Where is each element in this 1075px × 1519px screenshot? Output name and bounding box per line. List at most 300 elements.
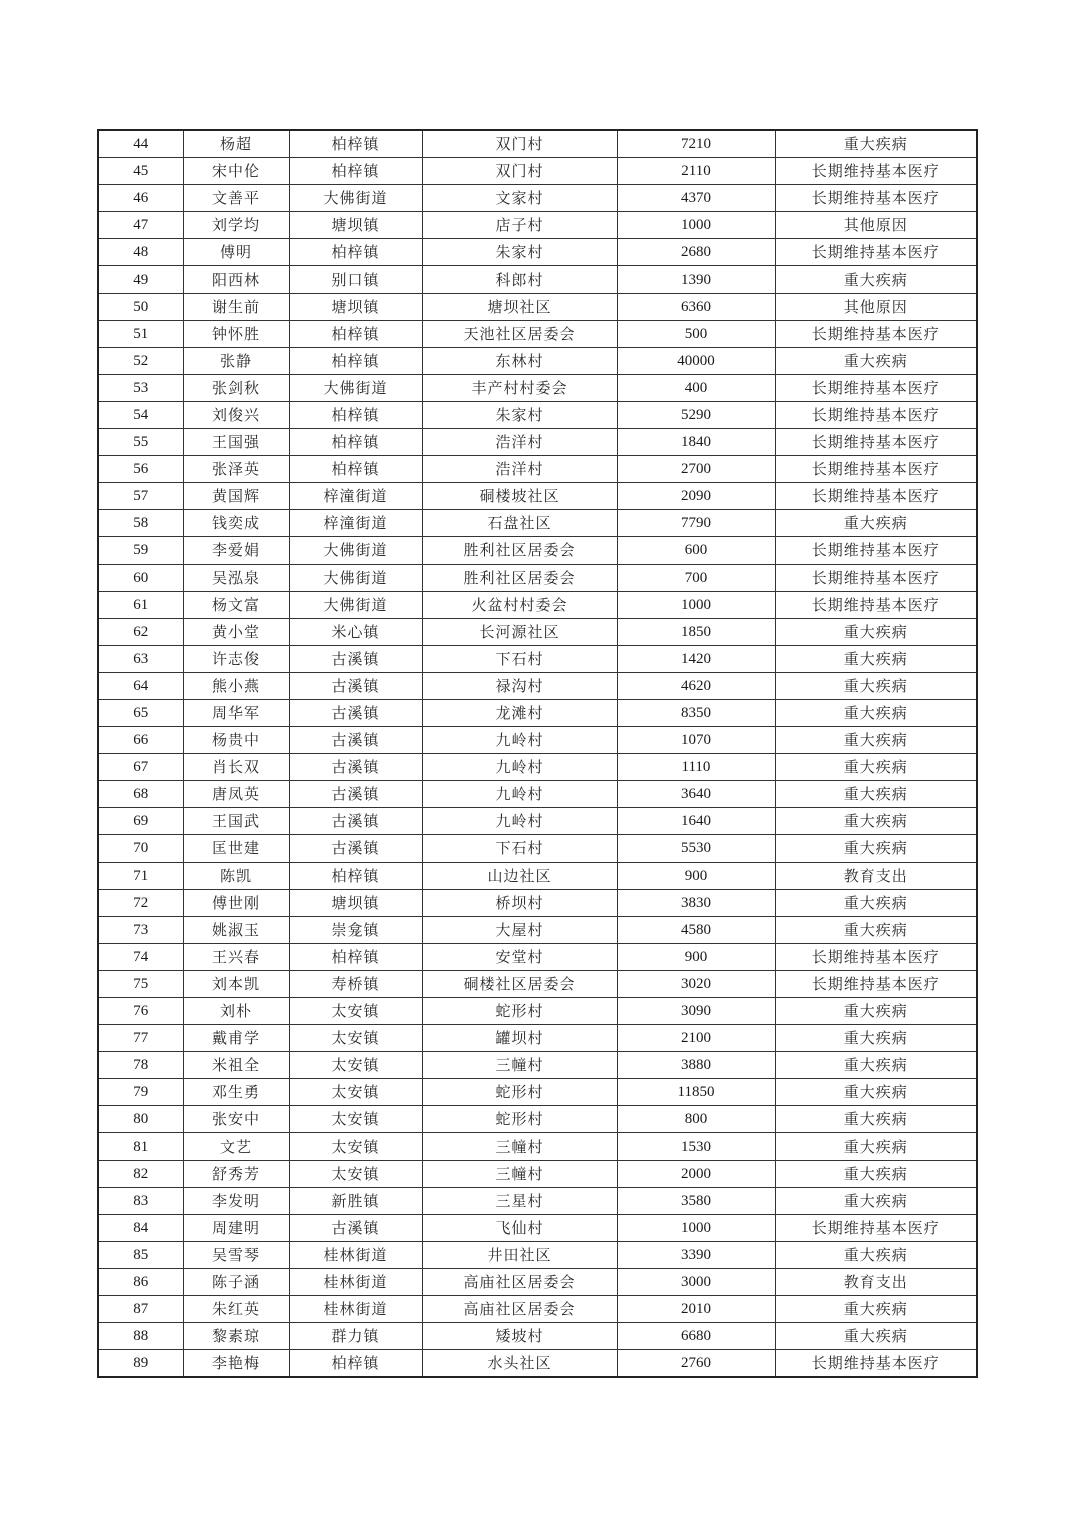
town-name: 太安镇: [289, 1133, 422, 1160]
village-name: 朱家村: [422, 401, 617, 428]
person-name: 黄国辉: [183, 483, 289, 510]
table-row: [98, 564, 977, 591]
aid-amount: 1000: [617, 1214, 775, 1241]
aid-amount: 5530: [617, 835, 775, 862]
table-row: [98, 429, 977, 456]
person-name: 舒秀芳: [183, 1160, 289, 1187]
table-row: [98, 862, 977, 889]
aid-reason: 长期维持基本医疗: [775, 239, 977, 266]
row-number: 63: [98, 645, 183, 672]
row-number: 65: [98, 699, 183, 726]
village-name: 天池社区居委会: [422, 320, 617, 347]
row-number: 70: [98, 835, 183, 862]
town-name: 古溪镇: [289, 699, 422, 726]
table-row: [98, 889, 977, 916]
town-name: 桂林街道: [289, 1241, 422, 1268]
town-name: 梓潼街道: [289, 483, 422, 510]
person-name: 王兴春: [183, 943, 289, 970]
table-row: [98, 347, 977, 374]
village-name: 朱家村: [422, 239, 617, 266]
aid-amount: 6360: [617, 293, 775, 320]
person-name: 张泽英: [183, 456, 289, 483]
row-number: 73: [98, 916, 183, 943]
table-row: [98, 1214, 977, 1241]
table-row: [98, 374, 977, 401]
aid-amount: 8350: [617, 699, 775, 726]
table-row: [98, 266, 977, 293]
town-name: 大佛街道: [289, 564, 422, 591]
person-name: 杨贵中: [183, 727, 289, 754]
village-name: 井田社区: [422, 1241, 617, 1268]
aid-reason: 重大疾病: [775, 1079, 977, 1106]
aid-reason: 长期维持基本医疗: [775, 374, 977, 401]
table-row: [98, 1241, 977, 1268]
row-number: 83: [98, 1187, 183, 1214]
table-row: [98, 1323, 977, 1350]
person-name: 黎素琼: [183, 1323, 289, 1350]
aid-amount: 1000: [617, 591, 775, 618]
table-row: [98, 130, 977, 158]
village-name: 九岭村: [422, 781, 617, 808]
town-name: 柏梓镇: [289, 1350, 422, 1378]
aid-reason: 重大疾病: [775, 835, 977, 862]
table-row: [98, 1296, 977, 1323]
town-name: 塘坝镇: [289, 293, 422, 320]
row-number: 57: [98, 483, 183, 510]
table-row: [98, 781, 977, 808]
row-number: 87: [98, 1296, 183, 1323]
person-name: 谢生前: [183, 293, 289, 320]
row-number: 80: [98, 1106, 183, 1133]
table-row: [98, 727, 977, 754]
row-number: 67: [98, 754, 183, 781]
aid-reason: 其他原因: [775, 293, 977, 320]
village-name: 禄沟村: [422, 672, 617, 699]
town-name: 塘坝镇: [289, 212, 422, 239]
aid-amount: 1840: [617, 429, 775, 456]
aid-reason: 重大疾病: [775, 347, 977, 374]
aid-amount: 3390: [617, 1241, 775, 1268]
town-name: 大佛街道: [289, 591, 422, 618]
table-row: [98, 483, 977, 510]
village-name: 飞仙村: [422, 1214, 617, 1241]
aid-reason: 重大疾病: [775, 1323, 977, 1350]
table-row: [98, 754, 977, 781]
aid-reason: 重大疾病: [775, 266, 977, 293]
village-name: 东林村: [422, 347, 617, 374]
town-name: 古溪镇: [289, 781, 422, 808]
row-number: 72: [98, 889, 183, 916]
town-name: 群力镇: [289, 1323, 422, 1350]
row-number: 56: [98, 456, 183, 483]
row-number: 74: [98, 943, 183, 970]
person-name: 周华军: [183, 699, 289, 726]
town-name: 太安镇: [289, 1160, 422, 1187]
aid-reason: 长期维持基本医疗: [775, 320, 977, 347]
aid-amount: 6680: [617, 1323, 775, 1350]
table-row: [98, 1268, 977, 1295]
person-name: 宋中伦: [183, 158, 289, 185]
row-number: 62: [98, 618, 183, 645]
village-name: 丰产村村委会: [422, 374, 617, 401]
table-row: [98, 1187, 977, 1214]
village-name: 双门村: [422, 158, 617, 185]
aid-reason: 重大疾病: [775, 1187, 977, 1214]
aid-amount: 4370: [617, 185, 775, 212]
table-row: [98, 510, 977, 537]
aid-amount: 1530: [617, 1133, 775, 1160]
person-name: 唐凤英: [183, 781, 289, 808]
village-name: 三星村: [422, 1187, 617, 1214]
row-number: 85: [98, 1241, 183, 1268]
aid-amount: 2110: [617, 158, 775, 185]
aid-reason: 重大疾病: [775, 1160, 977, 1187]
town-name: 柏梓镇: [289, 429, 422, 456]
aid-amount: 3830: [617, 889, 775, 916]
table-row: [98, 239, 977, 266]
town-name: 柏梓镇: [289, 456, 422, 483]
village-name: 龙滩村: [422, 699, 617, 726]
aid-amount: 1420: [617, 645, 775, 672]
town-name: 米心镇: [289, 618, 422, 645]
aid-reason: 长期维持基本医疗: [775, 401, 977, 428]
town-name: 太安镇: [289, 1025, 422, 1052]
person-name: 米祖全: [183, 1052, 289, 1079]
aid-amount: 1640: [617, 808, 775, 835]
person-name: 张静: [183, 347, 289, 374]
town-name: 大佛街道: [289, 537, 422, 564]
aid-reason: 重大疾病: [775, 1241, 977, 1268]
village-name: 三幢村: [422, 1052, 617, 1079]
person-name: 杨超: [183, 130, 289, 158]
aid-reason: 长期维持基本医疗: [775, 537, 977, 564]
table-row: [98, 618, 977, 645]
town-name: 柏梓镇: [289, 130, 422, 158]
row-number: 64: [98, 672, 183, 699]
aid-amount: 11850: [617, 1079, 775, 1106]
table-row: [98, 591, 977, 618]
town-name: 古溪镇: [289, 672, 422, 699]
town-name: 大佛街道: [289, 185, 422, 212]
village-name: 长河源社区: [422, 618, 617, 645]
table-row: [98, 970, 977, 997]
aid-reason: 长期维持基本医疗: [775, 483, 977, 510]
row-number: 44: [98, 130, 183, 158]
row-number: 82: [98, 1160, 183, 1187]
row-number: 89: [98, 1350, 183, 1378]
table-row: [98, 293, 977, 320]
aid-amount: 600: [617, 537, 775, 564]
aid-amount: 3000: [617, 1268, 775, 1295]
aid-reason: 重大疾病: [775, 998, 977, 1025]
table-row: [98, 808, 977, 835]
aid-reason: 重大疾病: [775, 510, 977, 537]
village-name: 安堂村: [422, 943, 617, 970]
aid-amount: 700: [617, 564, 775, 591]
town-name: 梓潼街道: [289, 510, 422, 537]
row-number: 88: [98, 1323, 183, 1350]
roster-table: [97, 129, 978, 1378]
table-row: [98, 212, 977, 239]
table-row: [98, 645, 977, 672]
person-name: 张安中: [183, 1106, 289, 1133]
aid-reason: 重大疾病: [775, 1133, 977, 1160]
row-number: 59: [98, 537, 183, 564]
aid-reason: 长期维持基本医疗: [775, 970, 977, 997]
aid-amount: 3090: [617, 998, 775, 1025]
person-name: 刘朴: [183, 998, 289, 1025]
person-name: 刘本凯: [183, 970, 289, 997]
person-name: 文善平: [183, 185, 289, 212]
table-row: [98, 916, 977, 943]
aid-reason: 重大疾病: [775, 1052, 977, 1079]
roster-table-body: [98, 130, 977, 1377]
aid-reason: 重大疾病: [775, 1296, 977, 1323]
village-name: 蛇形村: [422, 998, 617, 1025]
aid-amount: 2010: [617, 1296, 775, 1323]
town-name: 太安镇: [289, 1052, 422, 1079]
town-name: 崇龛镇: [289, 916, 422, 943]
village-name: 双门村: [422, 130, 617, 158]
town-name: 柏梓镇: [289, 158, 422, 185]
person-name: 李爱娟: [183, 537, 289, 564]
aid-amount: 7790: [617, 510, 775, 537]
town-name: 太安镇: [289, 1079, 422, 1106]
aid-amount: 1070: [617, 727, 775, 754]
aid-amount: 1110: [617, 754, 775, 781]
row-number: 79: [98, 1079, 183, 1106]
person-name: 刘俊兴: [183, 401, 289, 428]
village-name: 高庙社区居委会: [422, 1268, 617, 1295]
village-name: 店子村: [422, 212, 617, 239]
aid-reason: 重大疾病: [775, 645, 977, 672]
aid-amount: 4620: [617, 672, 775, 699]
table-row: [98, 1079, 977, 1106]
aid-amount: 400: [617, 374, 775, 401]
village-name: 石盘社区: [422, 510, 617, 537]
town-name: 古溪镇: [289, 835, 422, 862]
table-row: [98, 1350, 977, 1378]
village-name: 浩洋村: [422, 429, 617, 456]
village-name: 蛇形村: [422, 1106, 617, 1133]
table-row: [98, 158, 977, 185]
town-name: 新胜镇: [289, 1187, 422, 1214]
aid-reason: 长期维持基本医疗: [775, 158, 977, 185]
row-number: 53: [98, 374, 183, 401]
aid-reason: 重大疾病: [775, 727, 977, 754]
aid-reason: 长期维持基本医疗: [775, 1350, 977, 1378]
row-number: 47: [98, 212, 183, 239]
table-row: [98, 699, 977, 726]
aid-reason: 长期维持基本医疗: [775, 185, 977, 212]
aid-amount: 1000: [617, 212, 775, 239]
aid-amount: 2760: [617, 1350, 775, 1378]
aid-amount: 1390: [617, 266, 775, 293]
aid-amount: 7210: [617, 130, 775, 158]
row-number: 86: [98, 1268, 183, 1295]
person-name: 吴雪琴: [183, 1241, 289, 1268]
table-row: [98, 1052, 977, 1079]
aid-amount: 800: [617, 1106, 775, 1133]
town-name: 桂林街道: [289, 1296, 422, 1323]
aid-amount: 900: [617, 943, 775, 970]
row-number: 51: [98, 320, 183, 347]
person-name: 李发明: [183, 1187, 289, 1214]
town-name: 桂林街道: [289, 1268, 422, 1295]
person-name: 姚淑玉: [183, 916, 289, 943]
person-name: 吴泓泉: [183, 564, 289, 591]
person-name: 傅世刚: [183, 889, 289, 916]
village-name: 桥坝村: [422, 889, 617, 916]
person-name: 钱奕成: [183, 510, 289, 537]
person-name: 张剑秋: [183, 374, 289, 401]
town-name: 柏梓镇: [289, 347, 422, 374]
town-name: 别口镇: [289, 266, 422, 293]
aid-reason: 重大疾病: [775, 699, 977, 726]
row-number: 60: [98, 564, 183, 591]
aid-amount: 3640: [617, 781, 775, 808]
row-number: 76: [98, 998, 183, 1025]
aid-amount: 2000: [617, 1160, 775, 1187]
aid-amount: 2680: [617, 239, 775, 266]
aid-reason: 长期维持基本医疗: [775, 564, 977, 591]
town-name: 柏梓镇: [289, 862, 422, 889]
row-number: 81: [98, 1133, 183, 1160]
aid-reason: 长期维持基本医疗: [775, 591, 977, 618]
town-name: 古溪镇: [289, 754, 422, 781]
table-row: [98, 1133, 977, 1160]
person-name: 邓生勇: [183, 1079, 289, 1106]
town-name: 古溪镇: [289, 808, 422, 835]
village-name: 浩洋村: [422, 456, 617, 483]
person-name: 钟怀胜: [183, 320, 289, 347]
village-name: 火盆村村委会: [422, 591, 617, 618]
village-name: 胜利社区居委会: [422, 564, 617, 591]
town-name: 太安镇: [289, 1106, 422, 1133]
village-name: 三幢村: [422, 1160, 617, 1187]
town-name: 大佛街道: [289, 374, 422, 401]
person-name: 匡世建: [183, 835, 289, 862]
aid-reason: 重大疾病: [775, 1025, 977, 1052]
aid-reason: 重大疾病: [775, 618, 977, 645]
town-name: 寿桥镇: [289, 970, 422, 997]
aid-reason: 长期维持基本医疗: [775, 456, 977, 483]
town-name: 太安镇: [289, 998, 422, 1025]
table-row: [98, 672, 977, 699]
row-number: 48: [98, 239, 183, 266]
row-number: 84: [98, 1214, 183, 1241]
town-name: 柏梓镇: [289, 401, 422, 428]
aid-amount: 3020: [617, 970, 775, 997]
row-number: 55: [98, 429, 183, 456]
person-name: 杨文富: [183, 591, 289, 618]
person-name: 黄小堂: [183, 618, 289, 645]
aid-reason: 长期维持基本医疗: [775, 429, 977, 456]
person-name: 王国武: [183, 808, 289, 835]
row-number: 69: [98, 808, 183, 835]
village-name: 三幢村: [422, 1133, 617, 1160]
person-name: 阳西林: [183, 266, 289, 293]
village-name: 塘坝社区: [422, 293, 617, 320]
village-name: 山边社区: [422, 862, 617, 889]
row-number: 66: [98, 727, 183, 754]
row-number: 52: [98, 347, 183, 374]
person-name: 熊小燕: [183, 672, 289, 699]
row-number: 75: [98, 970, 183, 997]
person-name: 李艳梅: [183, 1350, 289, 1378]
table-row: [98, 537, 977, 564]
table-row: [98, 1106, 977, 1133]
aid-amount: 4580: [617, 916, 775, 943]
aid-reason: 重大疾病: [775, 672, 977, 699]
table-row: [98, 320, 977, 347]
aid-amount: 3580: [617, 1187, 775, 1214]
table-row: [98, 401, 977, 428]
village-name: 蛇形村: [422, 1079, 617, 1106]
person-name: 傅明: [183, 239, 289, 266]
village-name: 胜利社区居委会: [422, 537, 617, 564]
row-number: 58: [98, 510, 183, 537]
village-name: 文家村: [422, 185, 617, 212]
table-row: [98, 1160, 977, 1187]
row-number: 45: [98, 158, 183, 185]
village-name: 大屋村: [422, 916, 617, 943]
aid-reason: 重大疾病: [775, 754, 977, 781]
aid-amount: 2100: [617, 1025, 775, 1052]
row-number: 77: [98, 1025, 183, 1052]
town-name: 塘坝镇: [289, 889, 422, 916]
row-number: 50: [98, 293, 183, 320]
person-name: 肖长双: [183, 754, 289, 781]
town-name: 柏梓镇: [289, 943, 422, 970]
table-row: [98, 998, 977, 1025]
aid-reason: 重大疾病: [775, 781, 977, 808]
aid-amount: 5290: [617, 401, 775, 428]
row-number: 61: [98, 591, 183, 618]
aid-reason: 其他原因: [775, 212, 977, 239]
town-name: 柏梓镇: [289, 239, 422, 266]
aid-amount: 500: [617, 320, 775, 347]
person-name: 戴甫学: [183, 1025, 289, 1052]
row-number: 46: [98, 185, 183, 212]
village-name: 硐楼社区居委会: [422, 970, 617, 997]
person-name: 周建明: [183, 1214, 289, 1241]
person-name: 文艺: [183, 1133, 289, 1160]
village-name: 科郎村: [422, 266, 617, 293]
town-name: 古溪镇: [289, 1214, 422, 1241]
table-row: [98, 835, 977, 862]
village-name: 罐坝村: [422, 1025, 617, 1052]
aid-reason: 教育支出: [775, 1268, 977, 1295]
town-name: 柏梓镇: [289, 320, 422, 347]
village-name: 下石村: [422, 645, 617, 672]
village-name: 高庙社区居委会: [422, 1296, 617, 1323]
row-number: 68: [98, 781, 183, 808]
row-number: 54: [98, 401, 183, 428]
aid-reason: 长期维持基本医疗: [775, 1214, 977, 1241]
aid-reason: 教育支出: [775, 862, 977, 889]
aid-amount: 1850: [617, 618, 775, 645]
table-row: [98, 185, 977, 212]
row-number: 71: [98, 862, 183, 889]
row-number: 78: [98, 1052, 183, 1079]
person-name: 陈凯: [183, 862, 289, 889]
person-name: 朱红英: [183, 1296, 289, 1323]
aid-reason: 重大疾病: [775, 808, 977, 835]
aid-reason: 重大疾病: [775, 130, 977, 158]
village-name: 九岭村: [422, 754, 617, 781]
aid-reason: 重大疾病: [775, 1106, 977, 1133]
